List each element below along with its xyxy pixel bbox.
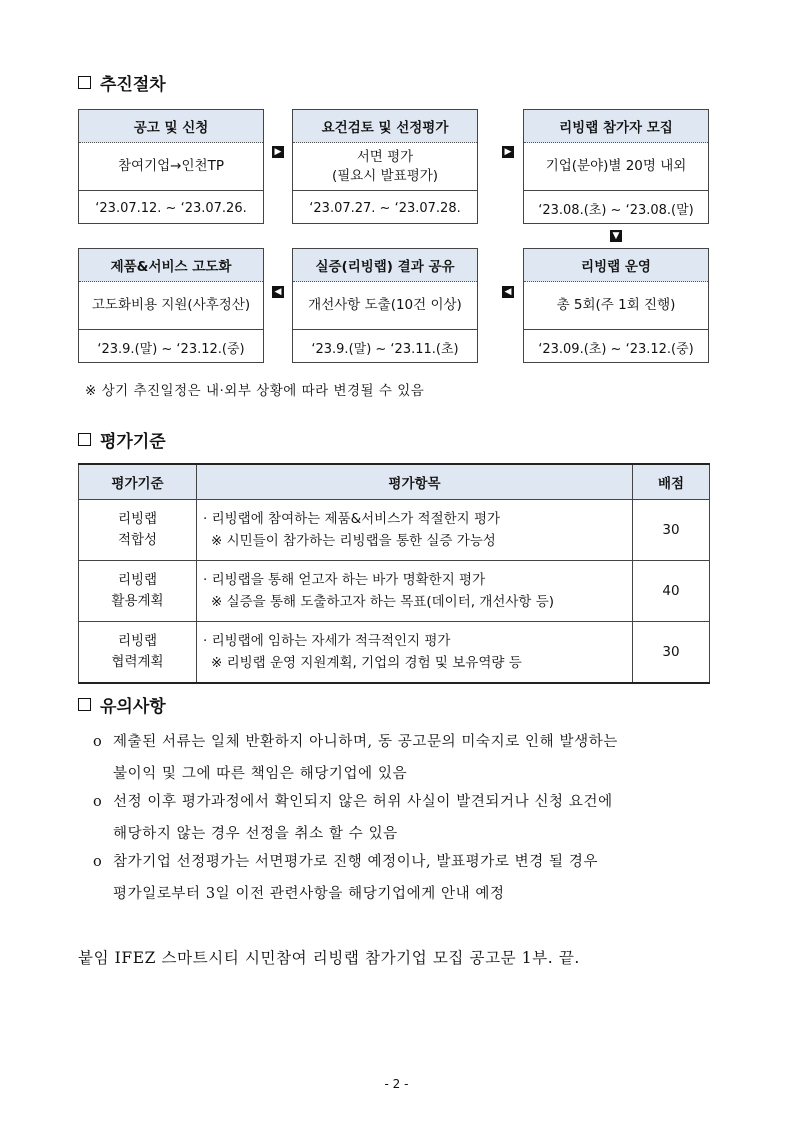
item-cell: · 리빙랩에 임하는 자세가 적극적인지 평가 ※ 리빙랩 운영 지원계획, 기업의 경험 및 보유역량 등 <box>197 622 633 684</box>
arrow-left-icon: ◀ <box>502 286 514 298</box>
step-title: 리빙랩 참가자 모집 <box>524 110 708 143</box>
criterion-cell: 리빙랩 협력계획 <box>79 622 197 684</box>
header-score: 배점 <box>633 464 710 500</box>
score-cell: 40 <box>633 561 710 622</box>
step-title: 실증(리빙랩) 결과 공유 <box>293 249 477 282</box>
step-title: 요건검토 및 선정평가 <box>293 110 477 143</box>
step-box-5 <box>292 248 478 363</box>
step-body: 총 5회(주 1회 진행) <box>524 282 708 330</box>
step-box-2 <box>292 109 478 224</box>
table-row <box>79 500 710 561</box>
page-number: - 2 - <box>384 1077 409 1091</box>
procedure-note: ※ 상기 추진일정은 내·외부 상황에 따라 변경될 수 있음 <box>85 383 425 399</box>
table-row <box>79 622 710 684</box>
step-box-4 <box>523 248 709 363</box>
step-body: 참여기업→인천TP <box>79 143 263 191</box>
step-body: 개선사항 도출(10건 이상) <box>293 282 477 330</box>
arrow-down-icon: ▼ <box>610 230 622 242</box>
arrow-right-icon: ▶ <box>272 146 284 158</box>
attachment-line: 붙임 IFEZ 스마트시티 시민참여 리빙랩 참가기업 모집 공고문 1부. 끝. <box>78 949 580 967</box>
score-cell: 30 <box>633 622 710 684</box>
caution-item-1: o 제출된 서류는 일체 반환하지 아니하며, 동 공고문의 미숙지로 인해 발생하는 불이익 및 그에 따른 책임은 해당기업에 있음 <box>93 734 618 782</box>
arrow-right-icon: ▶ <box>502 146 514 158</box>
step-date: ‘23.07.12. ~ ‘23.07.26. <box>95 200 247 216</box>
section-title-caution: 유의사항 <box>78 692 166 717</box>
step-date: ‘23.9.(말) ~ ‘23.11.(초) <box>311 341 459 357</box>
criterion-cell: 리빙랩 활용계획 <box>79 561 197 622</box>
caution-item-2: o 선정 이후 평가과정에서 확인되지 않은 허위 사실이 발견되거나 신청 요건에 해당하지 않는 경우 선정을 취소 할 수 있음 <box>93 794 613 842</box>
step-box-1 <box>78 109 264 224</box>
section-title-criteria: 평가기준 <box>78 427 166 452</box>
header-item: 평가항목 <box>197 464 633 500</box>
step-title: 공고 및 신청 <box>79 110 263 143</box>
step-title: 리빙랩 운영 <box>524 249 708 282</box>
checkbox-square-icon <box>78 433 91 446</box>
arrow-left-icon: ◀ <box>272 286 284 298</box>
table-row <box>79 561 710 622</box>
step-date: ‘23.07.27. ~ ‘23.07.28. <box>309 200 461 216</box>
checkbox-square-icon <box>78 76 91 89</box>
step-date: ‘23.08.(초) ~ ‘23.08.(말) <box>538 202 694 218</box>
step-body: 서면 평가 (필요시 발표평가) <box>293 143 477 191</box>
criteria-table <box>78 463 710 684</box>
step-date: ‘23.09.(초) ~ ‘23.12.(중) <box>538 341 694 357</box>
score-cell: 30 <box>633 500 710 561</box>
section-title-procedure: 추진절차 <box>78 70 166 95</box>
criterion-cell: 리빙랩 적합성 <box>79 500 197 561</box>
step-box-6 <box>78 248 264 363</box>
item-cell: · 리빙랩을 통해 얻고자 하는 바가 명확한지 평가 ※ 실증을 통해 도출하고자 하는 목표(데이터, 개선사항 등) <box>197 561 633 622</box>
step-box-3 <box>523 109 709 224</box>
caution-item-3: o 참가기업 선정평가는 서면평가로 진행 예정이나, 발표평가로 변경 될 경우 평가일로부터 3일 이전 관련사항을 해당기업에게 안내 예정 <box>93 854 599 902</box>
checkbox-square-icon <box>78 698 91 711</box>
step-body: 기업(분야)별 20명 내외 <box>524 143 708 191</box>
item-cell: · 리빙랩에 참여하는 제품&서비스가 적절한지 평가 ※ 시민들이 참가하는 리빙랩을 통한 실증 가능성 <box>197 500 633 561</box>
step-date: ‘23.9.(말) ~ ‘23.12.(중) <box>97 341 245 357</box>
table-header-row <box>79 464 710 500</box>
header-criterion: 평가기준 <box>79 464 197 500</box>
step-title: 제품&서비스 고도화 <box>79 249 263 282</box>
step-body: 고도화비용 지원(사후정산) <box>79 282 263 330</box>
